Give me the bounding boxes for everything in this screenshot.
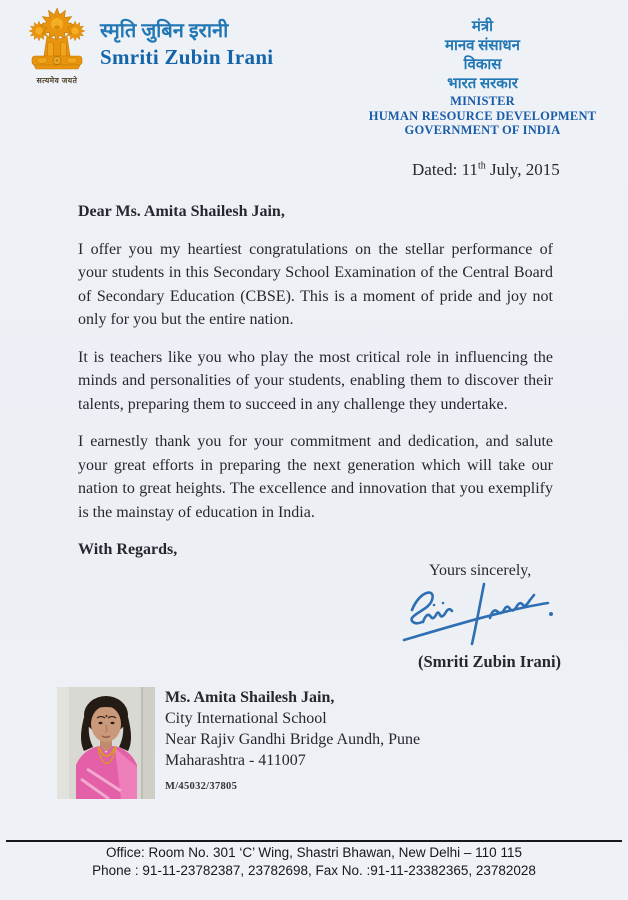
sender-name-english: Smriti Zubin Irani [100, 45, 274, 69]
office-line-hindi: मानव संसाधन [445, 38, 520, 54]
signoff-text: Yours sincerely, [429, 562, 532, 579]
paragraph: I earnestly thank you for your commitment and dedication, and salute your great efforts in preparing the next generation which will take our nation to great heights. The excellence and innovation that you exemplify is the mainstay of education in India. [78, 433, 553, 521]
office-line-minister: MINISTER [450, 94, 515, 108]
office-line-hindi: विकास [463, 57, 502, 73]
signature-printed-name: (Smriti Zubin Irani) [418, 652, 562, 671]
office-line-hindi: मंत्री [471, 19, 494, 35]
recipient-school: City International School [165, 710, 327, 727]
footer-phone-fax: Phone : 91-11-23782387, 23782698, Fax No. :91-11-23382365, 23782028 [92, 863, 536, 878]
closing: With Regards, [78, 541, 178, 558]
handwritten-signature [396, 580, 564, 655]
ministry-office-block [360, 18, 605, 138]
reference-number: M/45032/37805 [165, 781, 238, 792]
salutation: Dear Ms. Amita Shailesh Jain, [78, 203, 285, 220]
paragraph: It is teachers like you who play the most critical role in influencing the minds and personalities of your students, enabling them to discover their talents, preparing them to succeed in any challenge they undertake. [78, 348, 553, 413]
recipient-address-block [165, 687, 420, 771]
date-ordinal-suffix: th [477, 160, 486, 172]
letter-date [412, 160, 560, 180]
sender-name-block [100, 20, 273, 69]
recipient-street: Near Rajiv Gandhi Bridge Aundh, Pune [165, 731, 421, 748]
office-line-goi: GOVERNMENT OF INDIA [404, 123, 561, 137]
recipient-photo [57, 687, 155, 799]
recipient-state-pin: Maharashtra - 411007 [165, 752, 306, 769]
emblem-motto: सत्यमेव जयते [36, 76, 78, 85]
ashoka-lion-capital-icon [28, 57, 86, 74]
date-text: Dated: 11 [412, 160, 478, 179]
office-line-hindi: भारत सरकार [447, 76, 518, 92]
footer-office-address: Office: Room No. 301 ‘C’ Wing, Shastri Bhawan, New Delhi – 110 115 [106, 845, 522, 860]
letter-body [78, 200, 553, 576]
recipient-name: Ms. Amita Shailesh Jain, [165, 689, 335, 706]
footer-divider [6, 840, 622, 842]
office-line-hrd: HUMAN RESOURCE DEVELOPMENT [368, 108, 597, 123]
paragraph: I offer you my heartiest congratulations on the stellar performance of your students in this Secondary School Examination of the Central Board of Secondary Education (CBSE). This is a moment of pride and joy not only for you but the entire nation. [78, 240, 553, 328]
sender-name-hindi: स्मृति जुबिन इरानी [100, 20, 229, 42]
national-emblem [22, 8, 92, 86]
date-text: July, 2015 [485, 160, 560, 179]
